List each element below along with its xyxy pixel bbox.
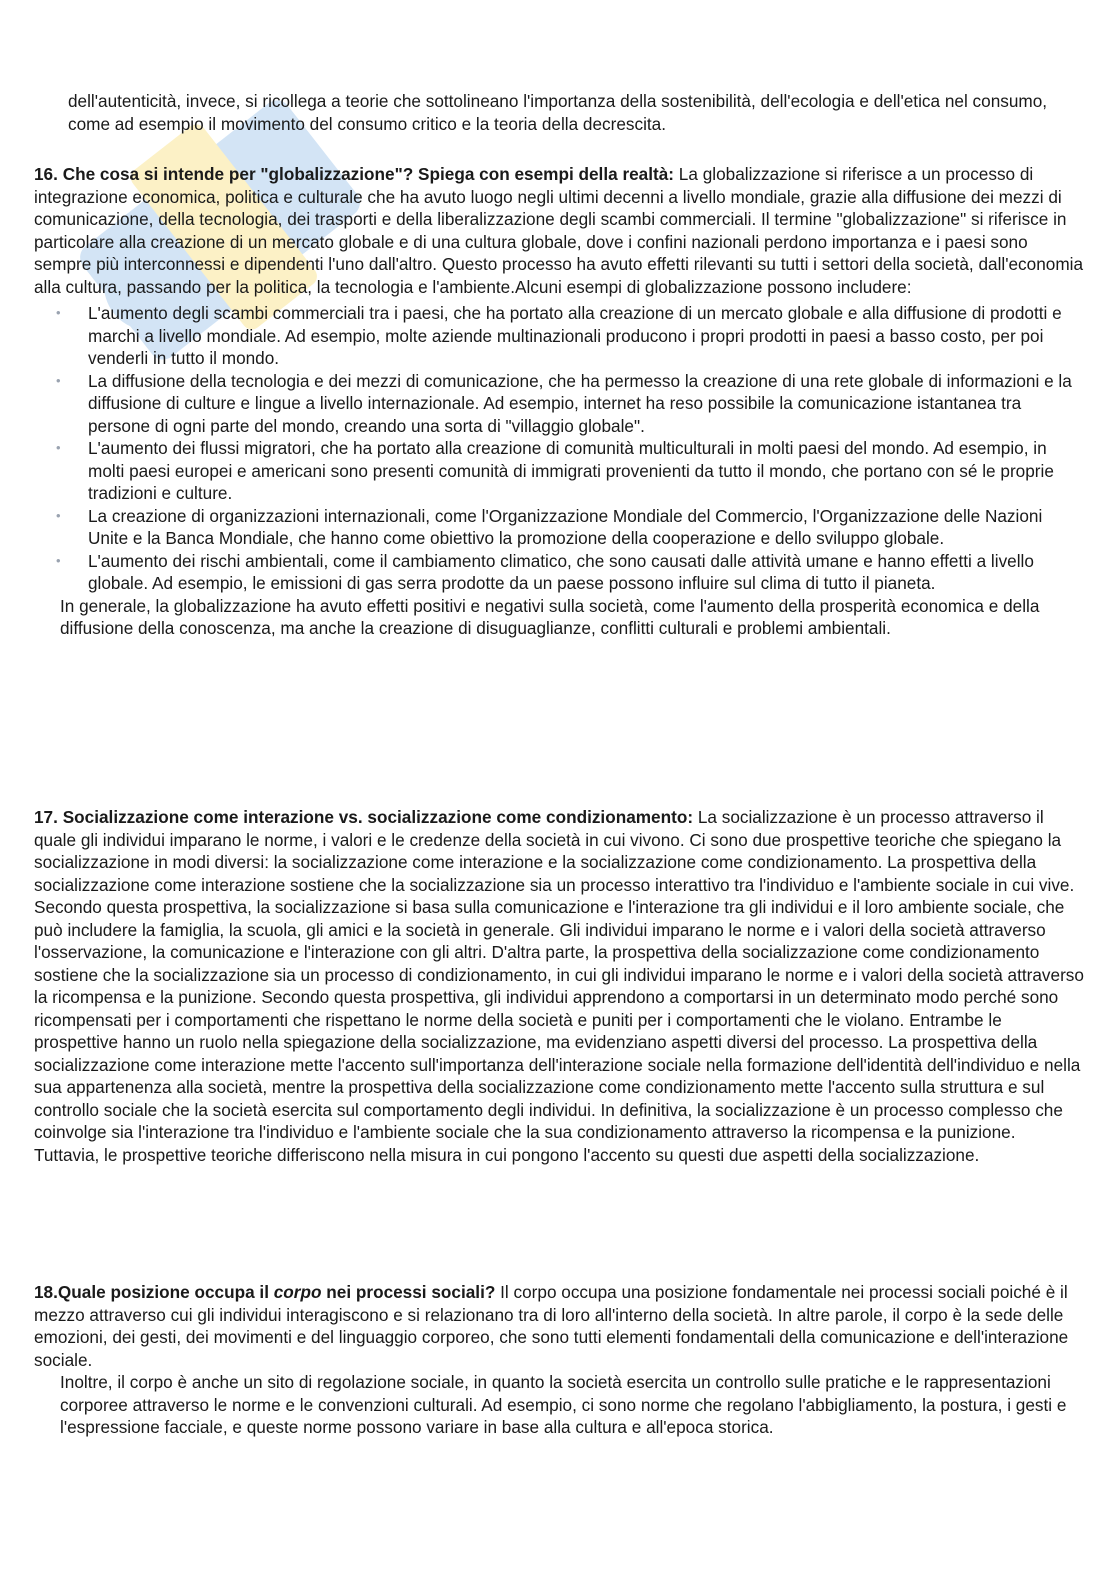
- section-18-heading-emphasis: corpo: [273, 1282, 322, 1302]
- list-item-text: La creazione di organizzazioni internazionali, come l'Organizzazione Mondiale del Commercio, l'Organizzazione delle Nazioni Unite e la Banca Mondiale, che hanno come obiettivo la promozione della cooperazione e dello sviluppo globale.: [88, 505, 1043, 548]
- section-18-body: Il corpo occupa una posizione fondamentale nei processi sociali poiché è il mezzo attraverso cui gli individui interagiscono e si relazionano tra di loro all'interno della società. In altre parole, il corpo è la sede delle emozioni, dei gesti, dei movimenti e del linguaggio corporeo, che sono tutti elementi fondamentali della comunicazione e dell'interazione sociale.: [34, 1282, 1069, 1370]
- section-16-bullet-list: [34, 302, 1084, 595]
- section-16: [34, 163, 1084, 640]
- list-item: [56, 370, 1084, 438]
- list-item: [56, 505, 1084, 550]
- section-17-heading: Socializzazione come interazione vs. socializzazione come condizionamento:: [62, 807, 694, 827]
- list-item-text: L'aumento dei flussi migratori, che ha portato alla creazione di comunità multiculturali in molti paesi del mondo. Ad esempio, in molti paesi europei e americani sono presenti comunità di immigrati provenienti da tutto il mondo, che portano con sé le proprie tradizioni e culture.: [88, 438, 1054, 503]
- list-item-text: L'aumento dei rischi ambientali, come il cambiamento climatico, che sono causati dalle attività umane e hanno effetti a livello globale. Ad esempio, le emissioni di gas serra prodotte da un paese possono influire sul clima di tutto il pianeta.: [88, 550, 1034, 593]
- list-item-text: L'aumento degli scambi commerciali tra i paesi, che ha portato alla creazione di un mercato globale e alla diffusione di prodotti e marchi a livello mondiale. Ad esempio, molte aziende multinazionali producono i propri prodotti in paesi a basso costo, per poi venderli in tutto il mondo.: [88, 303, 1062, 368]
- section-16-body: La globalizzazione si riferisce a un processo di integrazione economica, politica e culturale che ha avuto luogo negli ultimi decenni a livello mondiale, grazie alla diffusione dei mezzi di comunicazione, della tecnologia, dei trasporti e della liberalizzazione degli scambi commerciali. Il termine "globalizzazione" si riferisce in particolare alla creazione di un mercato globale e di una cultura globale, dove i confini nazionali perdono importanza e i paesi sono sempre più interconnessi e dipendenti l'uno dall'altro. Questo processo ha avuto effetti rilevanti su tutti i settori della società, dall'economia alla cultura, passando per la politica, la tecnologia e l'ambiente.Alcuni esempi di globalizzazione possono includere:: [34, 164, 1084, 297]
- list-item: [56, 437, 1084, 505]
- list-item-text: La diffusione della tecnologia e dei mezzi di comunicazione, che ha permesso la creazione di una rete globale di informazioni e la diffusione di culture e lingue a livello internazionale. Ad esempio, internet ha reso possibile la comunicazione istantanea tra persone di ogni parte del mondo, creando una sorta di "villaggio globale".: [88, 370, 1072, 436]
- section-18-heading-pre: Quale posizione occupa il: [57, 1282, 274, 1302]
- bullet-icon: •: [56, 507, 61, 523]
- section-18: [34, 1281, 1084, 1439]
- section-17-number: 17.: [34, 807, 58, 827]
- bullet-icon: •: [56, 440, 61, 455]
- section-18-number: 18.: [34, 1282, 58, 1302]
- bullet-icon: •: [56, 552, 61, 568]
- bullet-icon: •: [56, 305, 61, 320]
- section-18-body-2: Inoltre, il corpo è anche un sito di regolazione sociale, in quanto la società esercita un controllo sulle pratiche e le rappresentazioni corporee attraverso le norme e le convenzioni culturali. Ad esempio, ci sono norme che regolano l'abbigliamento, la postura, i gesti e l'espressione facciale, e queste norme possono variare in base alla cultura e all'epoca storica.: [60, 1372, 1067, 1437]
- section-17: [34, 806, 1084, 1166]
- list-item: [56, 550, 1084, 595]
- section-16-heading: Che cosa si intende per "globalizzazione"? Spiega con esempi della realtà:: [62, 164, 675, 184]
- section-18-heading: [58, 1282, 495, 1302]
- section-16-number: 16.: [34, 164, 58, 184]
- section-18-heading-post: nei processi sociali?: [321, 1282, 496, 1302]
- bullet-icon: •: [56, 372, 61, 388]
- intro-paragraph: dell'autenticità, invece, si ricollega a teorie che sottolineano l'importanza della sostenibilità, dell'ecologia e dell'etica nel consumo, come ad esempio il movimento del consumo critico e la teoria della decrescita.: [68, 91, 1048, 134]
- section-16-conclusion: In generale, la globalizzazione ha avuto effetti positivi e negativi sulla società, come l'aumento della prosperità economica e della diffusione della conoscenza, ma anche la creazione di disuguaglianze, conflitti culturali e problemi ambientali.: [60, 595, 1040, 638]
- section-17-body: La socializzazione è un processo attraverso il quale gli individui imparano le norme, i valori e le credenze della società in cui vivono. Ci sono due prospettive teoriche che spiegano la socializzazione in modi diversi: la socializzazione come interazione e la socializzazione come condizionamento. La prospettiva della socializzazione come interazione sostiene che la socializzazione sia un processo interattivo tra l'individuo e l'ambiente sociale in cui vive. Secondo questa prospettiva, la socializzazione si basa sulla comunicazione e l'interazione tra gli individui e il loro ambiente sociale, che può includere la famiglia, la scuola, gli amici e la società in generale. Gli individui imparano le norme e i valori della società attraverso l'osservazione, la comunicazione e l'interazione con gli altri. D'altra parte, la prospettiva della socializzazione come condizionamento sostiene che la socializzazione sia un processo di condizionamento, in cui gli individui imparano le norme e i valori della società attraverso la ricompensa e la punizione. Secondo questa prospettiva, gli individui apprendono a comportarsi in un determinato modo perché sono ricompensati per i comportamenti che rispettano le norme della società e puniti per i comportamenti che le violano. Entrambe le prospettive hanno un ruolo nella spiegazione della socializzazione, ma evidenziano aspetti diversi del processo. La prospettiva della socializzazione come interazione mette l'accento sull'importanza dell'interazione sociale nella formazione dell'identità dell'individuo e nella sua appartenenza alla società, mentre la prospettiva della socializzazione come condizionamento mette l'accento sulla struttura e sul controllo sociale che la società esercita sul comportamento degli individui. In definitiva, la socializzazione è un processo complesso che coinvolge sia l'interazione tra l'individuo e l'ambiente sociale che la sua condizionamento attraverso la ricompensa e la punizione. Tuttavia, le prospettive teoriche differiscono nella misura in cui pongono l'accento su questi due aspetti della socializzazione.: [34, 807, 1084, 1165]
- list-item: [56, 302, 1084, 370]
